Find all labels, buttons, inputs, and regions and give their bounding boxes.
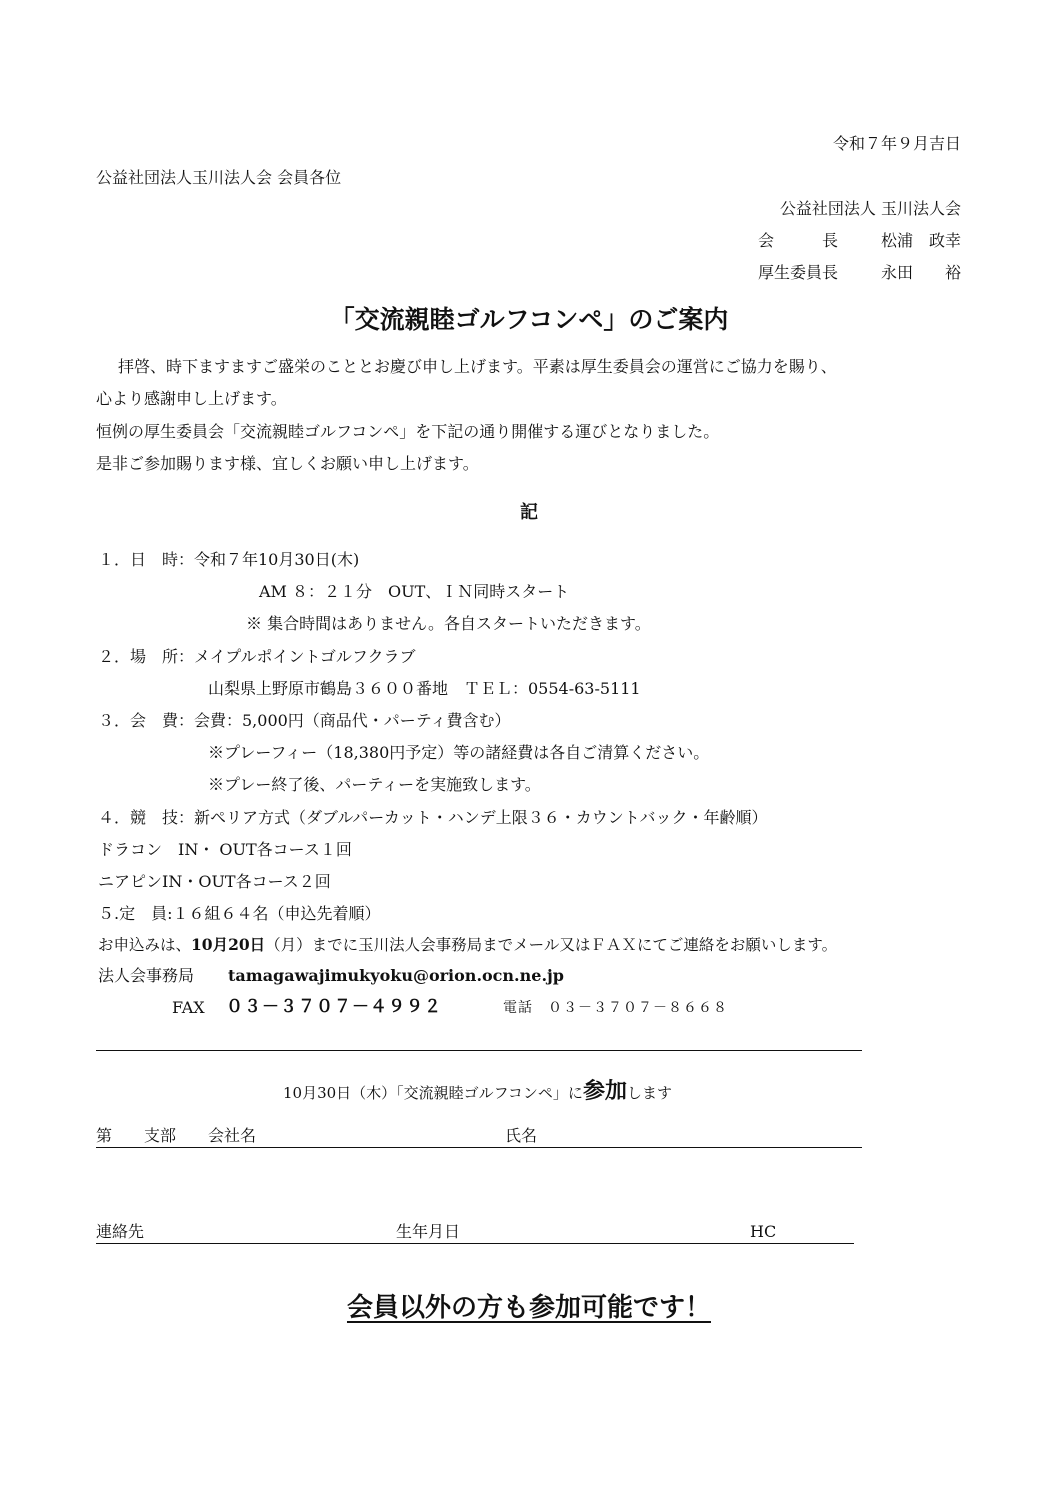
intro-line-2: 心より感謝申し上げます。 xyxy=(96,389,287,408)
company-label: 会社名 xyxy=(208,1126,257,1145)
detail-fee: ３．会 費：会費：5,000円（商品代・パーティ費含む） xyxy=(98,711,511,730)
sender-org: 公益社団法人 玉川法人会 xyxy=(779,199,961,218)
divider-line xyxy=(96,1050,862,1051)
detail-nearpin: ニアピンIN・OUT各コース２回 xyxy=(98,872,331,891)
issue-date: 令和７年９月吉日 xyxy=(832,134,961,153)
detail-note: ※ 集合時間はありません。各自スタートいただきます。 xyxy=(246,614,651,633)
form-heading-strong: 参加 xyxy=(582,1078,627,1104)
apply-line xyxy=(98,936,837,955)
birthdate-label: 生年月日 xyxy=(396,1222,461,1241)
contact-line[interactable] xyxy=(96,1243,854,1244)
fax-number: ０３－３７０７－４９９２ xyxy=(226,997,442,1017)
apply-deadline: 10月20日 xyxy=(191,935,266,954)
detail-competition: ４．競 技：新ペリア方式（ダブルパーカット・ハンデ上限３６・カウントバック・年齢順） xyxy=(98,808,768,827)
ki-heading: 記 xyxy=(520,502,538,523)
hc-label: HC xyxy=(750,1222,777,1241)
branch-label: 第 支部 xyxy=(96,1126,177,1145)
name-label: 氏名 xyxy=(505,1126,538,1145)
detail-address: 山梨県上野原市鶴島３６００番地 ＴＥＬ：0554-63-5111 xyxy=(208,679,641,698)
detail-start: AM ８：２１分 OUT、ＩＮ同時スタート xyxy=(259,582,570,601)
contact-label: 連絡先 xyxy=(96,1222,145,1241)
fax-label: FAX xyxy=(172,998,205,1017)
form-heading-suffix: します xyxy=(626,1084,672,1102)
president-title: 会 長 xyxy=(758,231,839,250)
detail-dracon: ドラコン IN・ OUT各コース１回 xyxy=(98,840,352,859)
apply-suffix: （月）までに玉川法人会事務局までメール又はＦＡＸにてご連絡をお願いします。 xyxy=(265,936,838,954)
president-name: 松浦 政幸 xyxy=(880,231,961,250)
form-heading xyxy=(283,1078,672,1104)
office-email[interactable]: tamagawajimukyoku@orion.ocn.ne.jp xyxy=(228,966,564,985)
intro-line-4: 是非ご参加賜ります様、宜しくお願い申し上げます。 xyxy=(96,454,479,473)
intro-line-3: 恒例の厚生委員会「交流親睦ゴルフコンペ」を下記の通り開催する運びとなりました。 xyxy=(96,422,720,441)
company-name-line[interactable] xyxy=(96,1147,862,1148)
page-title: 「交流親睦ゴルフコンペ」のご案内 xyxy=(329,305,729,334)
detail-fee-note-1: ※プレーフィー（18,380円予定）等の諸経費は各自ご清算ください。 xyxy=(208,743,710,762)
tel-number: 電話 ０３－３７０７－８６６８ xyxy=(503,1000,728,1016)
chair-name: 永田 裕 xyxy=(880,263,961,282)
closing-note: 会員以外の方も参加可能です！ xyxy=(346,1293,711,1323)
detail-place: ２．場 所：メイプルポイントゴルフクラブ xyxy=(98,647,416,666)
chair-title: 厚生委員長 xyxy=(758,263,839,282)
intro-line-1: 拝啓、時下ますますご盛栄のこととお慶び申し上げます。平素は厚生委員会の運営にご協力を賜り、 xyxy=(118,357,837,376)
detail-capacity: ５.定 員:１６組６４名（申込先着順） xyxy=(98,904,381,923)
detail-fee-note-2: ※プレー終了後、パーティーを実施致します。 xyxy=(208,775,541,794)
form-heading-prefix: 10月30日（木）「交流親睦ゴルフコンペ」に xyxy=(283,1084,583,1102)
detail-date: １．日 時：令和７年10月30日(木) xyxy=(98,550,360,569)
office-label: 法人会事務局 xyxy=(98,966,195,985)
addressee: 公益社団法人玉川法人会 会員各位 xyxy=(96,168,342,187)
apply-prefix: お申込みは、 xyxy=(98,936,192,954)
